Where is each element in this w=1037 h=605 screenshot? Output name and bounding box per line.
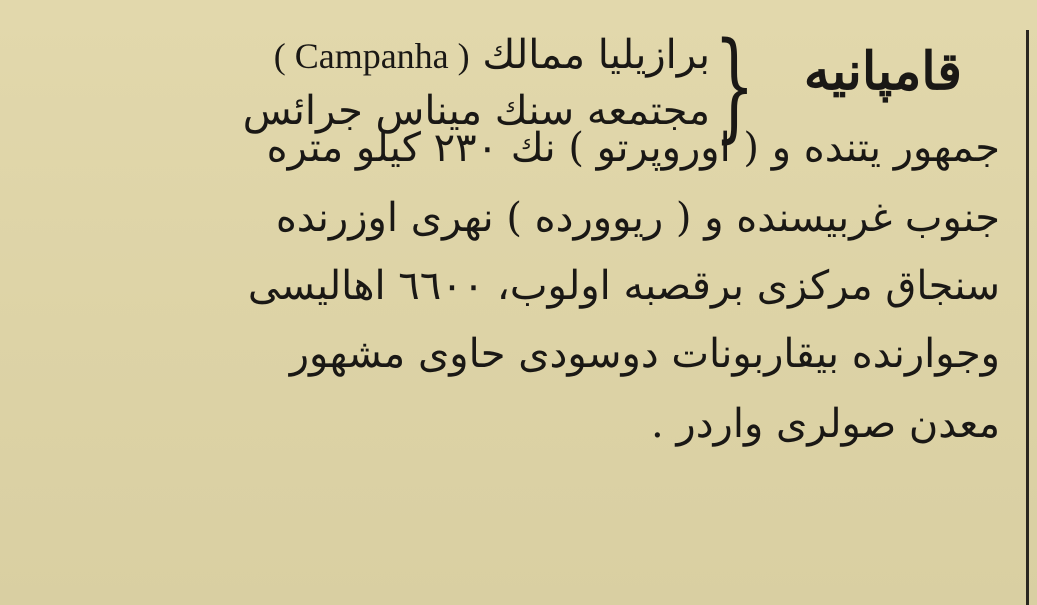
body-line-2: جنوب غربيسنده و ( ريووردە ) نهرى اوزرنده <box>275 195 1000 241</box>
latin-name: ( Campanha ) <box>273 36 470 76</box>
head-definition-text: برازيليا ممالك <box>482 32 710 78</box>
entry-headword: قامپانيه <box>803 41 962 102</box>
head-definition-line-1 <box>274 28 710 83</box>
grouping-brace: { <box>713 16 755 154</box>
body-line-5: معدن صولرى واردر . <box>650 401 1000 447</box>
head-definition-line-2: مجتمعه سنك ميناس جرائس <box>242 88 710 134</box>
column-rule <box>1026 30 1029 605</box>
body-line-3: سنجاق مركزى برقصبه اولوب، ٦٦٠٠ اهاليسى <box>247 263 1000 309</box>
body-line-1: جمهور يتنده و ( اوروپرتو ) نك ٢٣٠ كيلو متره <box>266 125 1000 171</box>
body-line-4: وجوارنده بيقاربونات دوسودى حاوى مشهور <box>289 331 1000 377</box>
